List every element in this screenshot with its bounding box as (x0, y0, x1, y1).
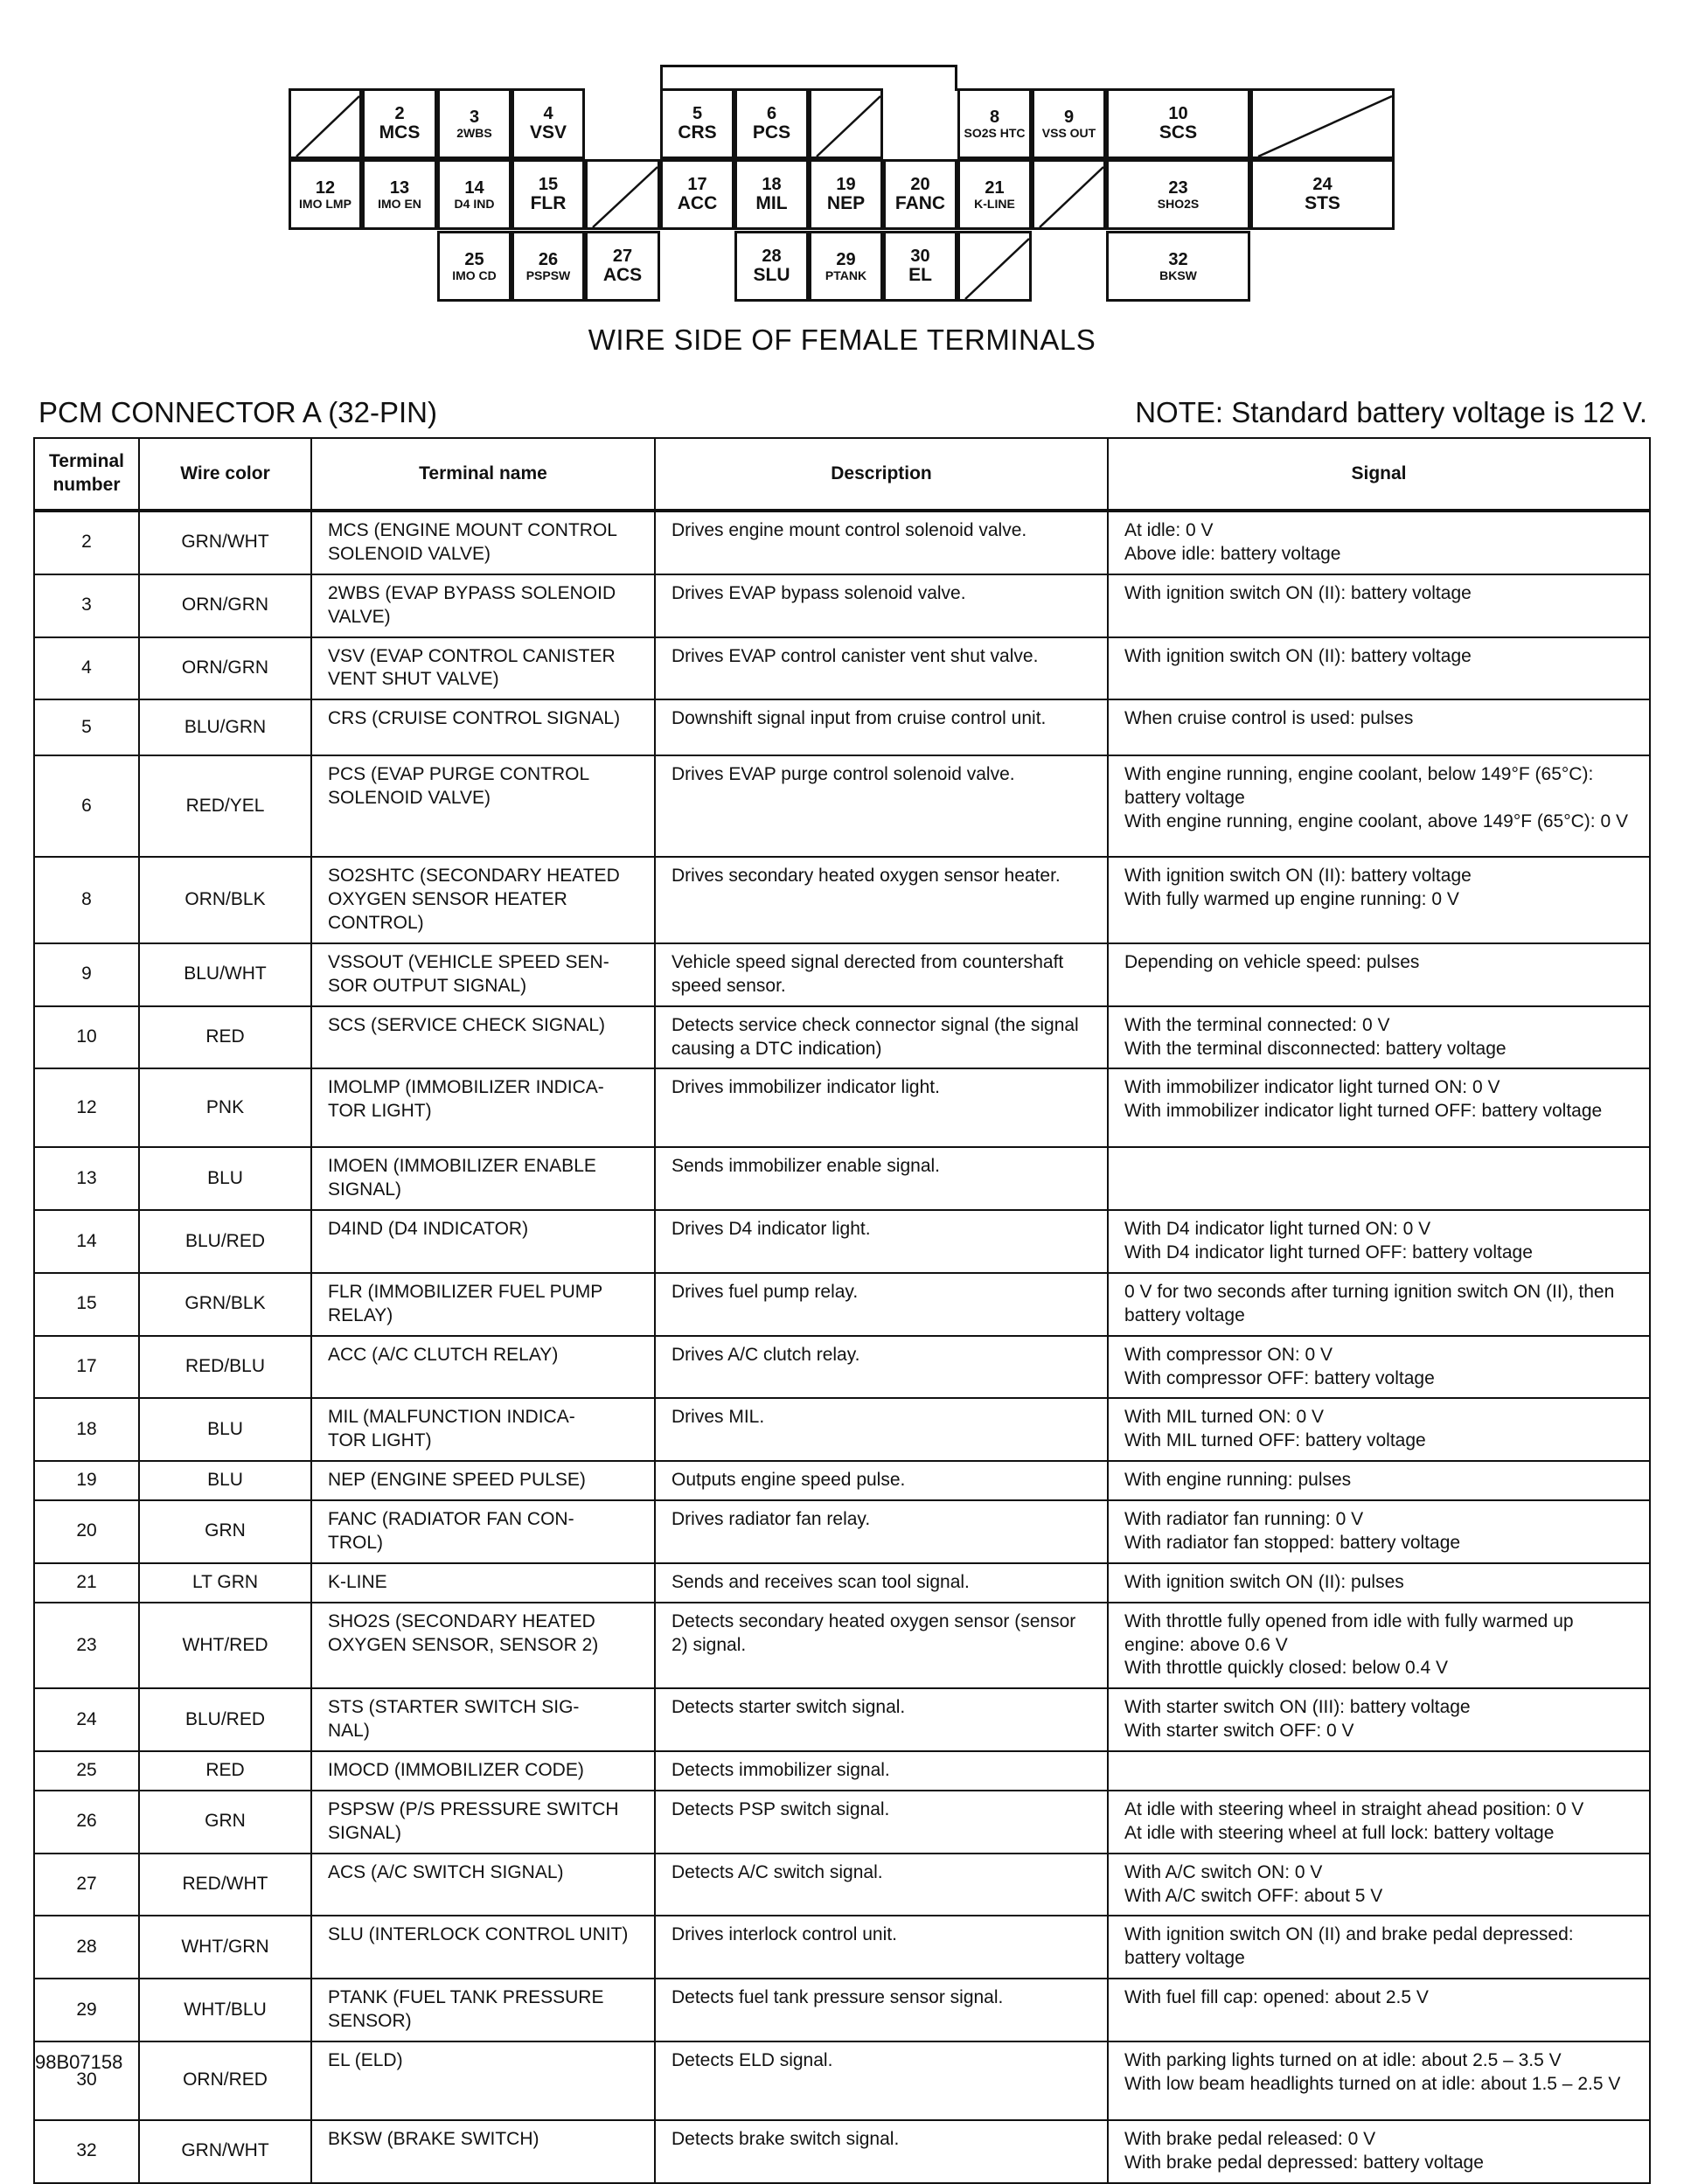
pin-number: 9 (1063, 107, 1075, 127)
terminal-pin (1106, 88, 1250, 159)
terminal-number-cell: 24 (34, 1688, 139, 1751)
terminal-name-cell: MIL (MALFUNCTION INDICA- TOR LIGHT) (311, 1398, 655, 1461)
table-row (34, 1336, 1650, 1399)
description-cell: Drives engine mount control solenoid valve. (655, 511, 1108, 574)
description-cell: Outputs engine speed pulse. (655, 1461, 1108, 1500)
table-row (34, 511, 1650, 574)
pin-number: 26 (538, 249, 559, 269)
table-row (34, 1068, 1650, 1147)
header-terminal-name: Terminal name (311, 438, 655, 511)
terminal-pin (437, 231, 511, 302)
terminal-number-cell: 21 (34, 1563, 139, 1603)
pin-number: 18 (762, 174, 782, 194)
table-row (34, 1147, 1650, 1210)
signal-cell (1108, 1751, 1650, 1791)
terminal-name-cell: EL (ELD) (311, 2041, 655, 2120)
table-row (34, 2120, 1650, 2183)
signal-cell: With starter switch ON (III): battery voltage With starter switch OFF: 0 V (1108, 1688, 1650, 1751)
description-cell: Drives EVAP control canister vent shut valve. (655, 637, 1108, 700)
connector-diagram (0, 0, 1684, 315)
terminal-number-cell: 18 (34, 1398, 139, 1461)
signal-cell: With ignition switch ON (II): battery voltage (1108, 637, 1650, 700)
description-cell: Vehicle speed signal derected from countershaft speed sensor. (655, 943, 1108, 1006)
pin-label: K-LINE (974, 196, 1015, 211)
wire-color-cell: BLU (139, 1398, 311, 1461)
terminal-pin (957, 159, 1032, 230)
signal-cell: With parking lights turned on at idle: about 2.5 – 3.5 V With low beam headlights turned on at idle: about 1.5 – 2.5 V (1108, 2041, 1650, 2120)
signal-cell: With the terminal connected: 0 V With the terminal disconnected: battery voltage (1108, 1006, 1650, 1069)
terminal-pin (809, 231, 883, 302)
description-cell: Detects immobilizer signal. (655, 1751, 1108, 1791)
table-row (34, 1563, 1650, 1603)
signal-cell: With engine running: pulses (1108, 1461, 1650, 1500)
description-cell: Detects fuel tank pressure sensor signal. (655, 1979, 1108, 2041)
empty-cavity-11 (1250, 88, 1395, 159)
terminal-pin (289, 159, 362, 230)
wire-color-cell: ORN/RED (139, 2041, 311, 2120)
terminal-number-cell: 9 (34, 943, 139, 1006)
terminal-name-cell: ACC (A/C CLUTCH RELAY) (311, 1336, 655, 1399)
pin-number: 15 (538, 174, 559, 194)
pin-label: STS (1305, 192, 1340, 213)
description-cell: Drives radiator fan relay. (655, 1500, 1108, 1563)
pin-label: ACS (602, 264, 643, 285)
pin-number: 13 (389, 177, 410, 198)
figure-code: 98B07158 (35, 2051, 123, 2073)
signal-cell: With ignition switch ON (II): battery voltage (1108, 574, 1650, 637)
table-row (34, 1791, 1650, 1854)
description-cell: Sends immobilizer enable signal. (655, 1147, 1108, 1210)
terminal-name-cell: IMOEN (IMMOBILIZER ENABLE SIGNAL) (311, 1147, 655, 1210)
terminal-number-cell: 12 (34, 1068, 139, 1147)
empty-cavity-1 (289, 88, 362, 159)
wire-color-cell: RED/BLU (139, 1336, 311, 1399)
pin-label: IMO CD (452, 268, 497, 282)
wire-color-cell: GRN (139, 1791, 311, 1854)
pin-label: BKSW (1159, 268, 1197, 282)
terminal-pin (585, 231, 660, 302)
description-cell: Drives A/C clutch relay. (655, 1336, 1108, 1399)
terminal-name-cell: D4IND (D4 INDICATOR) (311, 1210, 655, 1273)
terminal-pin (511, 159, 585, 230)
signal-cell: With brake pedal released: 0 V With brake pedal depressed: battery voltage (1108, 2120, 1650, 2183)
description-cell: Detects brake switch signal. (655, 2120, 1108, 2183)
terminal-number-cell: 27 (34, 1854, 139, 1916)
table-row (34, 1210, 1650, 1273)
terminal-pin (511, 88, 585, 159)
pin-label: PTANK (825, 268, 867, 282)
terminal-name-cell: MCS (ENGINE MOUNT CONTROL SOLENOID VALVE) (311, 511, 655, 574)
table-row (34, 1006, 1650, 1069)
pin-label: VSV (529, 122, 567, 143)
terminal-number-cell: 6 (34, 755, 139, 857)
table-row (34, 1500, 1650, 1563)
terminal-number-cell: 28 (34, 1916, 139, 1979)
description-cell: Drives EVAP purge control solenoid valve. (655, 755, 1108, 857)
pin-label: 2WBS (456, 125, 492, 140)
terminal-number-cell: 2 (34, 511, 139, 574)
signal-cell: With immobilizer indicator light turned ON: 0 V With immobilizer indicator light turned OFF: battery voltage (1108, 1068, 1650, 1147)
terminal-name-cell: PCS (EVAP PURGE CONTROL SOLENOID VALVE) (311, 755, 655, 857)
wire-color-cell: GRN/WHT (139, 2120, 311, 2183)
terminal-name-cell: 2WBS (EVAP BYPASS SOLENOID VALVE) (311, 574, 655, 637)
terminal-number-cell: 25 (34, 1751, 139, 1791)
pin-number: 6 (766, 103, 777, 123)
terminal-name-cell: FANC (RADIATOR FAN CON- TROL) (311, 1500, 655, 1563)
signal-cell: With radiator fan running: 0 V With radiator fan stopped: battery voltage (1108, 1500, 1650, 1563)
pin-label: SLU (753, 264, 790, 285)
terminal-pin (957, 88, 1032, 159)
wire-color-cell: RED (139, 1006, 311, 1069)
wire-color-cell: BLU/WHT (139, 943, 311, 1006)
pin-number: 14 (464, 177, 484, 198)
terminal-pin (362, 88, 437, 159)
table-row (34, 2041, 1650, 2120)
terminal-name-cell: SO2SHTC (SECONDARY HEATED OXYGEN SENSOR HEATER CONTROL) (311, 857, 655, 943)
signal-cell (1108, 1147, 1650, 1210)
terminal-number-cell: 32 (34, 2120, 139, 2183)
signal-cell: 0 V for two seconds after turning ignition switch ON (II), then battery voltage (1108, 1273, 1650, 1336)
header-signal: Signal (1108, 438, 1650, 511)
pin-label: EL (908, 264, 932, 285)
terminal-pin (362, 159, 437, 230)
terminal-pin (660, 88, 734, 159)
terminal-number-cell: 4 (34, 637, 139, 700)
signal-cell: With throttle fully opened from idle with fully warmed up engine: above 0.6 V With throttle quickly closed: below 0.4 V (1108, 1603, 1650, 1689)
terminal-name-cell: VSSOUT (VEHICLE SPEED SEN- SOR OUTPUT SIGNAL) (311, 943, 655, 1006)
empty-cavity-16 (585, 159, 660, 230)
terminal-number-cell: 29 (34, 1979, 139, 2041)
connector-title: PCM CONNECTOR A (32-PIN) (38, 396, 437, 428)
terminal-name-cell: IMOCD (IMMOBILIZER CODE) (311, 1751, 655, 1791)
table-row (34, 699, 1650, 755)
terminal-pin (1250, 159, 1395, 230)
terminal-pin (1106, 159, 1250, 230)
terminal-pin (883, 159, 957, 230)
wire-color-cell: WHT/GRN (139, 1916, 311, 1979)
table-row (34, 943, 1650, 1006)
signal-cell: With ignition switch ON (II): pulses (1108, 1563, 1650, 1603)
pin-number: 8 (989, 107, 1000, 127)
pin-number: 3 (469, 107, 480, 127)
signal-cell: With compressor ON: 0 V With compressor OFF: battery voltage (1108, 1336, 1650, 1399)
pin-label: CRS (678, 122, 717, 143)
terminal-number-cell: 5 (34, 699, 139, 755)
signal-cell: With D4 indicator light turned ON: 0 V With D4 indicator light turned OFF: battery voltage (1108, 1210, 1650, 1273)
wire-color-cell: ORN/BLK (139, 857, 311, 943)
terminal-name-cell: CRS (CRUISE CONTROL SIGNAL) (311, 699, 655, 755)
terminal-name-cell: SCS (SERVICE CHECK SIGNAL) (311, 1006, 655, 1069)
connector-lock-tab (660, 65, 957, 91)
terminal-number-cell: 26 (34, 1791, 139, 1854)
header-description: Description (655, 438, 1108, 511)
terminal-name-cell: PSPSW (P/S PRESSURE SWITCH SIGNAL) (311, 1791, 655, 1854)
signal-cell: With ignition switch ON (II): battery voltage With fully warmed up engine running: 0 V (1108, 857, 1650, 943)
description-cell: Drives EVAP bypass solenoid valve. (655, 574, 1108, 637)
wire-color-cell: RED (139, 1751, 311, 1791)
battery-note: NOTE: Standard battery voltage is 12 V. (1135, 396, 1647, 428)
terminal-pin (734, 88, 809, 159)
signal-cell: With MIL turned ON: 0 V With MIL turned OFF: battery voltage (1108, 1398, 1650, 1461)
terminal-number-cell: 15 (34, 1273, 139, 1336)
terminal-name-cell: K-LINE (311, 1563, 655, 1603)
terminal-name-cell: SLU (INTERLOCK CONTROL UNIT) (311, 1916, 655, 1979)
description-cell: Drives secondary heated oxygen sensor heater. (655, 857, 1108, 943)
table-row (34, 857, 1650, 943)
terminal-name-cell: IMOLMP (IMMOBILIZER INDICA- TOR LIGHT) (311, 1068, 655, 1147)
pin-label: MCS (379, 122, 421, 143)
terminal-pin (1106, 231, 1250, 302)
terminal-number-cell: 14 (34, 1210, 139, 1273)
pin-number: 19 (836, 174, 856, 194)
signal-cell: At idle: 0 V Above idle: battery voltage (1108, 511, 1650, 574)
description-cell: Downshift signal input from cruise control unit. (655, 699, 1108, 755)
pin-number: 25 (464, 249, 484, 269)
description-cell: Drives MIL. (655, 1398, 1108, 1461)
wire-color-cell: GRN/WHT (139, 511, 311, 574)
terminal-name-cell: ACS (A/C SWITCH SIGNAL) (311, 1854, 655, 1916)
terminal-pin (883, 231, 957, 302)
signal-cell: Depending on vehicle speed: pulses (1108, 943, 1650, 1006)
description-cell: Detects PSP switch signal. (655, 1791, 1108, 1854)
pin-label: PCS (752, 122, 791, 143)
description-cell: Drives D4 indicator light. (655, 1210, 1108, 1273)
signal-cell: With engine running, engine coolant, below 149°F (65°C): battery voltage With engine running, engine coolant, above 149°F (65°C): 0 V (1108, 755, 1650, 857)
terminal-pin (809, 159, 883, 230)
pin-label: VSS OUT (1041, 125, 1096, 140)
pin-label: NEP (826, 192, 866, 213)
terminal-number-cell: 10 (34, 1006, 139, 1069)
wire-color-cell: GRN (139, 1500, 311, 1563)
empty-cavity-7 (809, 88, 883, 159)
pin-number: 2 (394, 103, 405, 123)
terminal-number-cell: 30 (34, 2041, 139, 2120)
terminal-pin (1032, 88, 1106, 159)
pin-label: ACC (677, 192, 718, 213)
table-row (34, 1688, 1650, 1751)
terminal-table (33, 437, 1651, 2184)
wire-color-cell: LT GRN (139, 1563, 311, 1603)
terminal-name-cell: SHO2S (SECONDARY HEATED OXYGEN SENSOR, SENSOR 2) (311, 1603, 655, 1689)
signal-cell: With ignition switch ON (II) and brake pedal depressed: battery voltage (1108, 1916, 1650, 1979)
pin-label: PSPSW (525, 268, 571, 282)
terminal-pin (511, 231, 585, 302)
terminal-number-cell: 17 (34, 1336, 139, 1399)
signal-cell: With fuel fill cap: opened: about 2.5 V (1108, 1979, 1650, 2041)
pin-label: MIL (755, 192, 788, 213)
header-terminal-number: Terminal number (34, 438, 139, 511)
wire-color-cell: BLU (139, 1461, 311, 1500)
wire-color-cell: ORN/GRN (139, 637, 311, 700)
description-cell: Detects secondary heated oxygen sensor (sensor 2) signal. (655, 1603, 1108, 1689)
terminal-name-cell: BKSW (BRAKE SWITCH) (311, 2120, 655, 2183)
wire-color-cell: BLU/GRN (139, 699, 311, 755)
pin-label: IMO EN (378, 196, 421, 211)
wire-color-cell: WHT/RED (139, 1603, 311, 1689)
pin-number: 23 (1168, 177, 1188, 198)
terminal-name-cell: NEP (ENGINE SPEED PULSE) (311, 1461, 655, 1500)
description-cell: Detects A/C switch signal. (655, 1854, 1108, 1916)
terminal-pin (734, 159, 809, 230)
wire-color-cell: WHT/BLU (139, 1979, 311, 2041)
signal-cell: At idle with steering wheel in straight ahead position: 0 V At idle with steering wheel at full lock: battery voltage (1108, 1791, 1650, 1854)
pin-number: 10 (1168, 103, 1188, 123)
terminal-number-cell: 8 (34, 857, 139, 943)
pin-number: 30 (910, 246, 930, 266)
pin-label: SO2S HTC (964, 125, 1026, 140)
description-cell: Detects ELD signal. (655, 2041, 1108, 2120)
pin-number: 4 (543, 103, 553, 123)
wire-color-cell: GRN/BLK (139, 1273, 311, 1336)
table-row (34, 1751, 1650, 1791)
terminal-name-cell: STS (STARTER SWITCH SIG- NAL) (311, 1688, 655, 1751)
pin-number: 21 (985, 177, 1005, 198)
pin-number: 32 (1168, 249, 1188, 269)
description-cell: Drives fuel pump relay. (655, 1273, 1108, 1336)
wire-color-cell: BLU/RED (139, 1210, 311, 1273)
table-row (34, 1398, 1650, 1461)
terminal-pin (437, 159, 511, 230)
description-cell: Drives immobilizer indicator light. (655, 1068, 1108, 1147)
pin-number: 28 (762, 246, 782, 266)
wire-color-cell: BLU (139, 1147, 311, 1210)
terminal-name-cell: VSV (EVAP CONTROL CANISTER VENT SHUT VALVE) (311, 637, 655, 700)
wire-color-cell: RED/YEL (139, 755, 311, 857)
description-cell: Sends and receives scan tool signal. (655, 1563, 1108, 1603)
empty-cavity-22 (1032, 159, 1106, 230)
diagram-caption: WIRE SIDE OF FEMALE TERMINALS (588, 323, 1096, 356)
pin-label: FLR (530, 192, 567, 213)
terminal-number-cell: 19 (34, 1461, 139, 1500)
terminal-pin (437, 88, 511, 159)
terminal-number-cell: 20 (34, 1500, 139, 1563)
table-row (34, 755, 1650, 857)
pin-number: 29 (836, 249, 856, 269)
wire-color-cell: ORN/GRN (139, 574, 311, 637)
terminal-number-cell: 23 (34, 1603, 139, 1689)
wire-color-cell: PNK (139, 1068, 311, 1147)
terminal-pin (660, 159, 734, 230)
table-row (34, 1461, 1650, 1500)
wire-color-cell: RED/WHT (139, 1854, 311, 1916)
pin-label: D4 IND (454, 196, 495, 211)
table-row (34, 1916, 1650, 1979)
empty-cavity-31 (957, 231, 1032, 302)
table-row (34, 1603, 1650, 1689)
pin-label: SHO2S (1157, 196, 1200, 211)
table-header-row (34, 438, 1650, 511)
header-wire-color: Wire color (139, 438, 311, 511)
terminal-name-cell: PTANK (FUEL TANK PRESSURE SENSOR) (311, 1979, 655, 2041)
pin-number: 17 (687, 174, 707, 194)
pin-number: 27 (612, 246, 633, 266)
signal-cell: When cruise control is used: pulses (1108, 699, 1650, 755)
pin-number: 20 (910, 174, 930, 194)
table-row (34, 1854, 1650, 1916)
description-cell: Drives interlock control unit. (655, 1916, 1108, 1979)
table-row (34, 637, 1650, 700)
pin-label: FANC (894, 192, 946, 213)
terminal-pin (734, 231, 809, 302)
pin-label: IMO LMP (299, 196, 351, 211)
description-cell: Detects service check connector signal (the signal causing a DTC indication) (655, 1006, 1108, 1069)
terminal-number-cell: 13 (34, 1147, 139, 1210)
signal-cell: With A/C switch ON: 0 V With A/C switch OFF: about 5 V (1108, 1854, 1650, 1916)
pin-label: SCS (1159, 122, 1198, 143)
terminal-number-cell: 3 (34, 574, 139, 637)
terminal-name-cell: FLR (IMMOBILIZER FUEL PUMP RELAY) (311, 1273, 655, 1336)
pin-number: 24 (1312, 174, 1333, 194)
description-cell: Detects starter switch signal. (655, 1688, 1108, 1751)
pin-number: 5 (692, 103, 703, 123)
table-row (34, 574, 1650, 637)
table-row (34, 1979, 1650, 2041)
table-row (34, 1273, 1650, 1336)
pin-number: 12 (315, 177, 336, 198)
wire-color-cell: BLU/RED (139, 1688, 311, 1751)
